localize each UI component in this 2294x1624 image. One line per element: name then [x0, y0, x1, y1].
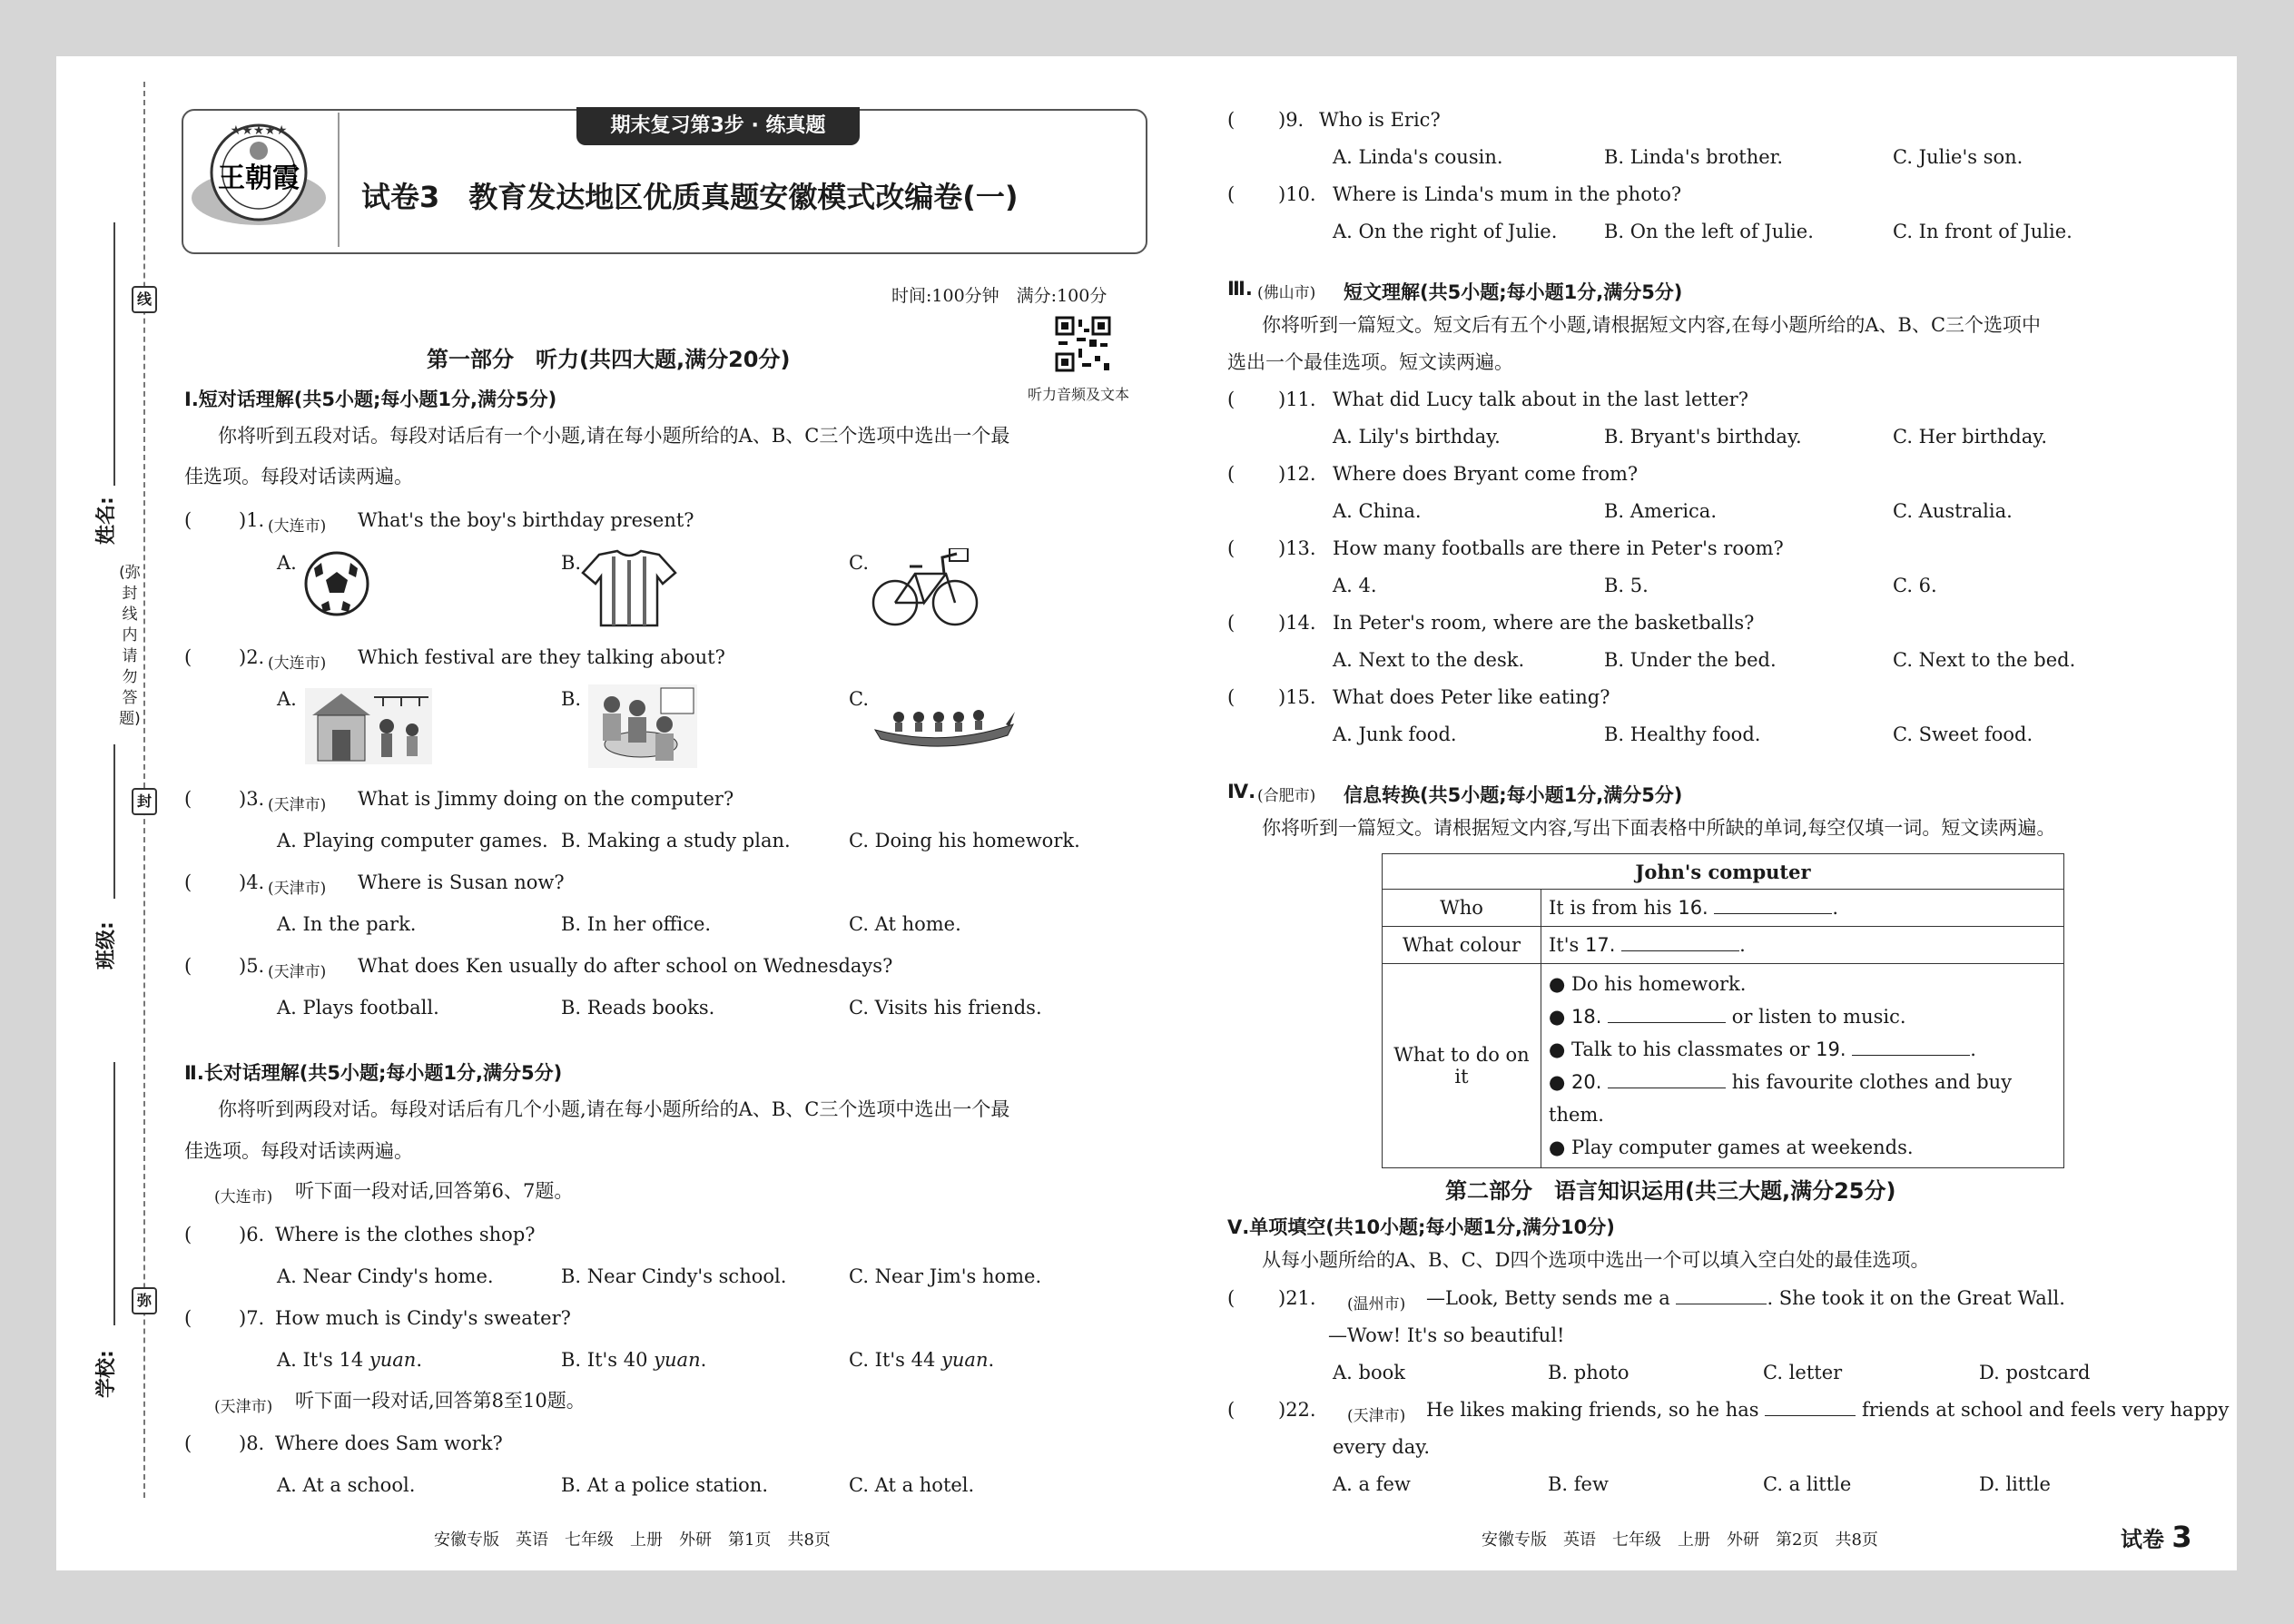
sec5-instr: 从每小题所给的A、B、C、D四个选项中选出一个可以填入空白处的最佳选项。 — [1262, 1249, 1930, 1271]
q11-num: )11. — [1278, 389, 1316, 410]
sec2-title: Ⅱ.长对话理解(共5小题;每小题1分,满分5分) — [184, 1062, 563, 1084]
q21-option-d[interactable]: D. postcard — [1979, 1362, 2091, 1383]
sec4-num: Ⅳ. — [1227, 781, 1256, 802]
q10-option-c[interactable]: C. In front of Julie. — [1893, 221, 2072, 242]
q13-option-a[interactable]: A. 4. — [1333, 575, 1377, 596]
q3-paren: ( — [184, 788, 192, 810]
q14-num: )14. — [1278, 612, 1316, 634]
table-row-colour: It's 17. . — [1541, 927, 2064, 964]
q6-text: Where is the clothes shop? — [275, 1224, 536, 1245]
q7-option-c[interactable]: C. It's 44 yuan. — [849, 1349, 995, 1371]
qr-code[interactable] — [1055, 316, 1111, 372]
q4-option-c[interactable]: C. At home. — [849, 913, 961, 935]
sec3-instr2: 选出一个最佳选项。短文读两遍。 — [1227, 351, 1513, 373]
q10-option-b[interactable]: B. On the left of Julie. — [1604, 221, 1814, 242]
seal-notice: (弥封线内请勿答题) — [119, 564, 141, 728]
q1-option-a[interactable]: A. — [277, 552, 297, 574]
football-picture — [303, 550, 370, 617]
q3-option-a[interactable]: A. Playing computer games. — [277, 830, 548, 851]
q11-option-b[interactable]: B. Bryant's birthday. — [1604, 426, 1802, 448]
sec3-city: (佛山市) — [1257, 284, 1316, 302]
blank-18[interactable] — [1608, 1006, 1726, 1023]
school-underline — [113, 1062, 115, 1325]
q22-option-d[interactable]: D. little — [1979, 1473, 2051, 1495]
johns-computer-table — [1382, 853, 2064, 1168]
table-row-todo: ● Do his homework. ● 18. or listen to music. ● Talk to his classmates or 19. . ● 20. his favourite clothes and buy them. ● Play computer games at weekends. — [1541, 964, 2064, 1168]
q4-option-a[interactable]: A. In the park. — [277, 913, 417, 935]
q14-option-a[interactable]: A. Next to the desk. — [1333, 649, 1525, 671]
q22-text: He likes making friends, so he has friends at school and feels very happy — [1426, 1399, 2230, 1421]
q9-option-b[interactable]: B. Linda's brother. — [1604, 146, 1784, 168]
q21-reply: —Wow! It's so beautiful! — [1328, 1324, 1565, 1346]
review-banner: 期末复习第3步 · 练真题 — [576, 107, 860, 145]
q9-paren: ( — [1227, 109, 1236, 131]
paper-title: 试卷3 教育发达地区优质真题安徽模式改编卷(一) — [361, 180, 1019, 214]
q14-option-b[interactable]: B. Under the bed. — [1604, 649, 1777, 671]
table-row-who: It is from his 16. . — [1541, 890, 2064, 927]
part1-title: 第一部分 听力(共四大题,满分20分) — [427, 347, 791, 372]
q3-option-b[interactable]: B. Making a study plan. — [561, 830, 791, 851]
q13-text: How many footballs are there in Peter's room? — [1333, 537, 1784, 559]
name-label: 姓名: — [95, 497, 118, 545]
footer-right: 安徽专版 英语 七年级 上册 外研 第2页 共8页 — [1482, 1530, 1878, 1550]
school-label: 学校: — [95, 1350, 118, 1398]
blank-16[interactable] — [1714, 897, 1832, 914]
q2-option-b[interactable]: B. — [561, 688, 582, 710]
q10-option-a[interactable]: A. On the right of Julie. — [1333, 221, 1558, 242]
q1-num: )1. — [239, 509, 265, 531]
q2-text: Which festival are they talking about? — [358, 646, 725, 668]
q15-paren: ( — [1227, 686, 1236, 708]
q3-city: (天津市) — [268, 796, 327, 814]
q22-option-b[interactable]: B. few — [1548, 1473, 1609, 1495]
q12-option-b[interactable]: B. America. — [1604, 500, 1718, 522]
q7-option-b[interactable]: B. It's 40 yuan. — [561, 1349, 707, 1371]
q14-text: In Peter's room, where are the basketballs? — [1333, 612, 1755, 634]
q4-text: Where is Susan now? — [358, 871, 565, 893]
q13-num: )13. — [1278, 537, 1316, 559]
sec2-note1: 听下面一段对话,回答第6、7题。 — [295, 1180, 574, 1202]
header-divider — [338, 113, 340, 247]
sec3-title: 短文理解(共5小题;每小题1分,满分5分) — [1344, 281, 1683, 303]
q6-option-a[interactable]: A. Near Cindy's home. — [277, 1265, 494, 1287]
q10-text: Where is Linda's mum in the photo? — [1333, 183, 1682, 205]
q12-num: )12. — [1278, 463, 1316, 485]
q15-option-b[interactable]: B. Healthy food. — [1604, 723, 1761, 745]
q1-option-b[interactable]: B. — [561, 552, 582, 574]
q10-paren: ( — [1227, 183, 1236, 205]
q21-num: )21. — [1278, 1287, 1316, 1309]
q6-option-c[interactable]: C. Near Jim's home. — [849, 1265, 1042, 1287]
q1-paren: ( — [184, 509, 192, 531]
sec4-title: 信息转换(共5小题;每小题1分,满分5分) — [1344, 784, 1683, 806]
class-underline — [113, 744, 115, 899]
q2-num: )2. — [239, 646, 265, 668]
sec4-instr: 你将听到一篇短文。请根据短文内容,写出下面表格中所缺的单词,每空仅填一词。短文读两遍。 — [1262, 817, 2056, 839]
q7-text: How much is Cindy's sweater? — [275, 1307, 571, 1329]
jersey-picture — [581, 549, 677, 627]
q6-paren: ( — [184, 1224, 192, 1245]
q4-city: (天津市) — [268, 880, 327, 898]
exam-sheet — [56, 56, 2237, 1570]
sec1-instr1: 你将听到五段对话。每段对话后有一个小题,请在每小题所给的A、B、C三个选项中选出一个最 — [218, 425, 1010, 447]
q22-paren: ( — [1227, 1399, 1236, 1421]
q22-option-a[interactable]: A. a few — [1333, 1473, 1411, 1495]
q12-text: Where does Bryant come from? — [1333, 463, 1639, 485]
svg-text:★★★★★: ★★★★★ — [230, 123, 288, 138]
bicycle-picture — [870, 548, 980, 630]
q15-num: )15. — [1278, 686, 1316, 708]
q7-num: )7. — [239, 1307, 265, 1329]
q2-option-a[interactable]: A. — [277, 688, 297, 710]
festival-family-picture — [588, 684, 697, 768]
q4-num: )4. — [239, 871, 265, 893]
q21-city: (温州市) — [1347, 1295, 1406, 1314]
sec2-instr2: 佳选项。每段对话读两遍。 — [184, 1140, 413, 1162]
q11-option-c[interactable]: C. Her birthday. — [1893, 426, 2047, 448]
blank-19[interactable] — [1852, 1038, 1970, 1056]
sec2-note2: 听下面一段对话,回答第8至10题。 — [295, 1390, 586, 1412]
q3-text: What is Jimmy doing on the computer? — [358, 788, 734, 810]
q5-option-c[interactable]: C. Visits his friends. — [849, 997, 1042, 1019]
q8-option-a[interactable]: A. At a school. — [277, 1474, 416, 1496]
seal-char-feng: 封 — [132, 788, 157, 815]
sec1-instr2: 佳选项。每段对话读两遍。 — [184, 466, 413, 487]
q6-num: )6. — [239, 1224, 265, 1245]
sec1-title: Ⅰ.短对话理解(共5小题;每小题1分,满分5分) — [184, 389, 557, 410]
q14-paren: ( — [1227, 612, 1236, 634]
footer-left: 安徽专版 英语 七年级 上册 外研 第1页 共8页 — [434, 1530, 831, 1550]
q13-option-c[interactable]: C. 6. — [1893, 575, 1937, 596]
q2-city: (大连市) — [268, 655, 327, 673]
q4-option-b[interactable]: B. In her office. — [561, 913, 712, 935]
sec3-num: Ⅲ. — [1227, 278, 1253, 300]
q8-option-c[interactable]: C. At a hotel. — [849, 1474, 975, 1496]
time-score: 时间:100分钟 满分:100分 — [891, 286, 1108, 306]
q8-text: Where does Sam work? — [275, 1432, 503, 1454]
seal-char-xian: 线 — [132, 286, 157, 313]
q5-paren: ( — [184, 955, 192, 977]
q9-option-a[interactable]: A. Linda's cousin. — [1333, 146, 1503, 168]
paper-label: 试卷 3 — [2121, 1520, 2192, 1554]
blank-20[interactable] — [1608, 1071, 1726, 1088]
q9-option-c[interactable]: C. Julie's son. — [1893, 146, 2023, 168]
q3-num: )3. — [239, 788, 265, 810]
sec5-title: Ⅴ.单项填空(共10小题;每小题1分,满分10分) — [1227, 1216, 1615, 1238]
q13-paren: ( — [1227, 537, 1236, 559]
table-label-who: Who — [1383, 890, 1541, 927]
q4-paren: ( — [184, 871, 192, 893]
q15-option-c[interactable]: C. Sweet food. — [1893, 723, 2033, 745]
q5-city: (天津市) — [268, 963, 327, 981]
q8-option-b[interactable]: B. At a police station. — [561, 1474, 769, 1496]
q12-paren: ( — [1227, 463, 1236, 485]
q22-num: )22. — [1278, 1399, 1316, 1421]
q5-text: What does Ken usually do after school on Wednesdays? — [358, 955, 893, 977]
q7-paren: ( — [184, 1307, 192, 1329]
class-label: 班级: — [95, 921, 118, 969]
svg-text:王朝霞: 王朝霞 — [218, 162, 300, 194]
q22-option-c[interactable]: C. a little — [1763, 1473, 1852, 1495]
spring-festival-picture — [305, 688, 432, 764]
blank-17[interactable] — [1621, 934, 1739, 951]
q21-option-c[interactable]: C. letter — [1763, 1362, 1843, 1383]
table-label-todo: What to do on it — [1383, 964, 1541, 1168]
q7-option-a[interactable]: A. It's 14 yuan. — [277, 1349, 423, 1371]
q2-paren: ( — [184, 646, 192, 668]
q5-option-a[interactable]: A. Plays football. — [277, 997, 439, 1019]
q8-num: )8. — [239, 1432, 265, 1454]
q12-option-c[interactable]: C. Australia. — [1893, 500, 2013, 522]
seal-char-mi: 弥 — [132, 1287, 157, 1314]
q14-option-c[interactable]: C. Next to the bed. — [1893, 649, 2076, 671]
q21-option-b[interactable]: B. photo — [1548, 1362, 1629, 1383]
q1-city: (大连市) — [268, 517, 327, 536]
q6-option-b[interactable]: B. Near Cindy's school. — [561, 1265, 787, 1287]
sec2-city2: (天津市) — [214, 1398, 273, 1416]
sec3-instr1: 你将听到一篇短文。短文后有五个小题,请根据短文内容,在每小题所给的A、B、C三个选项中 — [1262, 314, 2042, 336]
q11-paren: ( — [1227, 389, 1236, 410]
q21-paren: ( — [1227, 1287, 1236, 1309]
q11-text: What did Lucy talk about in the last letter? — [1333, 389, 1748, 410]
q3-option-c[interactable]: C. Doing his homework. — [849, 830, 1080, 851]
q9-num: )9. — [1278, 109, 1305, 131]
sec4-city: (合肥市) — [1257, 787, 1316, 805]
q5-option-b[interactable]: B. Reads books. — [561, 997, 715, 1019]
q21-option-a[interactable]: A. book — [1333, 1362, 1405, 1383]
q2-option-c[interactable]: C. — [849, 688, 869, 710]
q9-text: Who is Eric? — [1319, 109, 1441, 131]
sec2-instr1: 你将听到两段对话。每段对话后有几个小题,请在每小题所给的A、B、C三个选项中选出一个最 — [218, 1098, 1010, 1120]
q8-paren: ( — [184, 1432, 192, 1454]
q12-option-a[interactable]: A. China. — [1333, 500, 1422, 522]
q11-option-a[interactable]: A. Lily's birthday. — [1333, 426, 1501, 448]
q22-blank[interactable] — [1765, 1415, 1856, 1416]
dragon-boat-picture — [871, 697, 1017, 752]
q15-text: What does Peter like eating? — [1333, 686, 1610, 708]
q10-num: )10. — [1278, 183, 1316, 205]
sec2-city1: (大连市) — [214, 1188, 273, 1206]
table-label-colour: What colour — [1383, 927, 1541, 964]
part2-title: 第二部分 语言知识运用(共三大题,满分25分) — [1445, 1178, 1896, 1204]
name-underline — [113, 222, 115, 486]
q1-text: What's the boy's birthday present? — [358, 509, 694, 531]
q1-option-c[interactable]: C. — [849, 552, 869, 574]
q22-city: (天津市) — [1347, 1407, 1406, 1425]
q21-text: —Look, Betty sends me a . She took it on the Great Wall. — [1426, 1287, 2065, 1309]
table-title: John's computer — [1383, 854, 2064, 890]
q13-option-b[interactable]: B. 5. — [1604, 575, 1649, 596]
qr-caption: 听力音频及文本 — [1028, 386, 1130, 403]
wangzhaoxia-logo — [186, 116, 331, 243]
q22-text-cont: every day. — [1333, 1436, 1431, 1458]
q15-option-a[interactable]: A. Junk food. — [1333, 723, 1457, 745]
q5-num: )5. — [239, 955, 265, 977]
